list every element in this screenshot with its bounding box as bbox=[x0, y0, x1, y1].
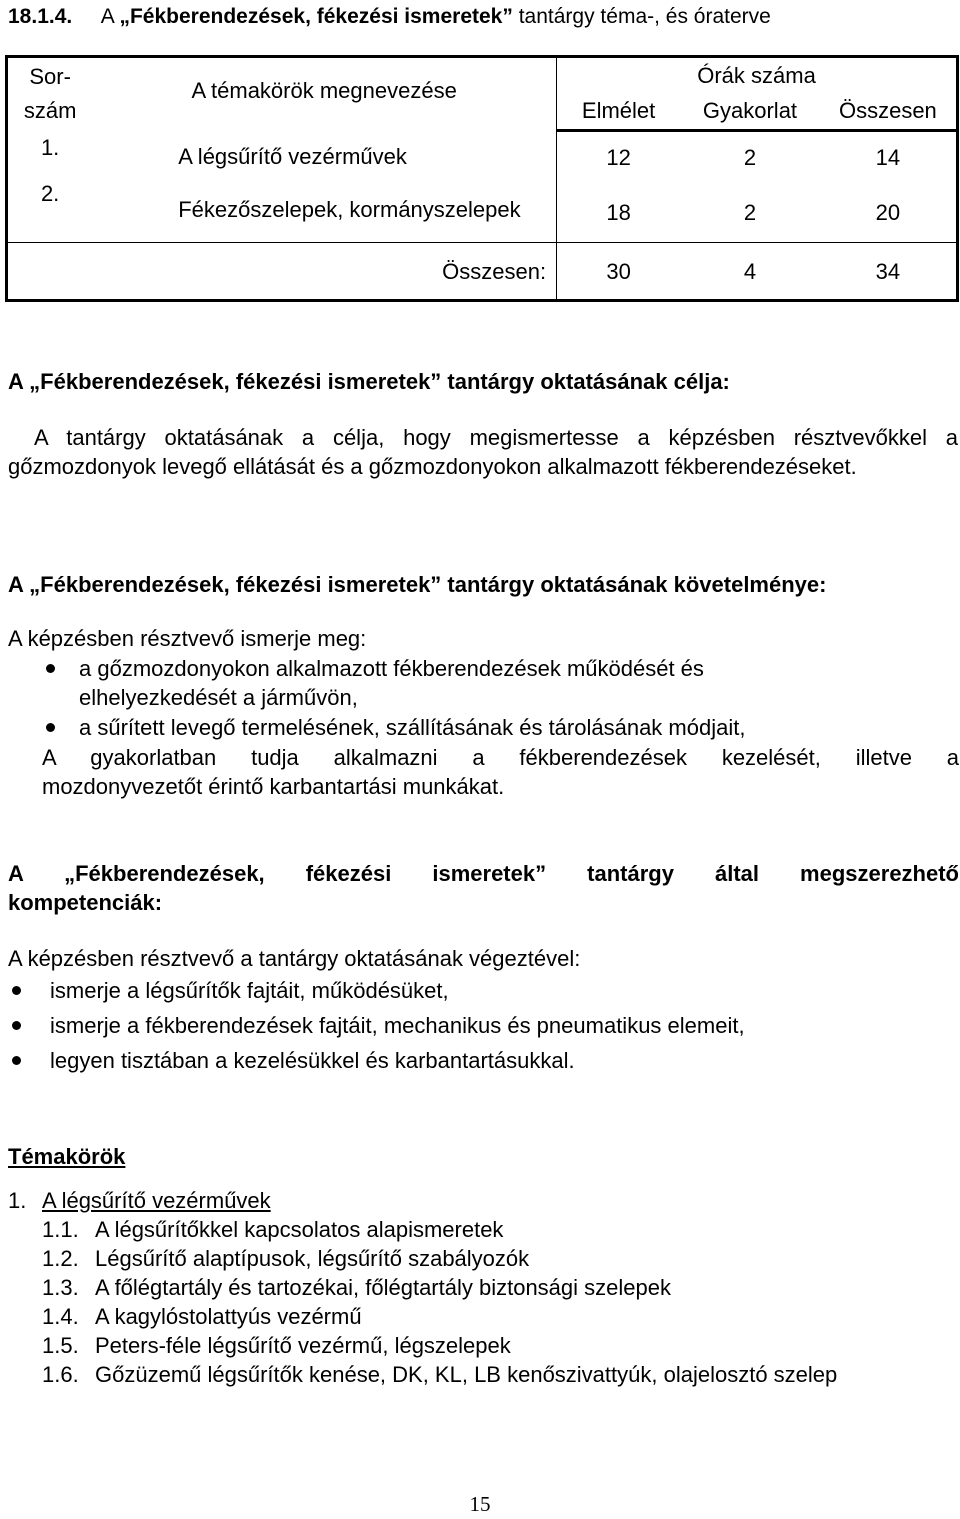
row-topic: Fékezőszelepek, kormányszelepek bbox=[178, 196, 521, 222]
row-practice: 2 bbox=[743, 144, 757, 170]
requirements-extra: A gyakorlatban tudja alkalmazni a fékberendezések kezelését, illetve a mozdonyvezetőt érintő karbantartási munkákat. bbox=[42, 745, 959, 799]
competency-item: ismerje a fékberendezések fajtáit, mechanikus és pneumatikus elemeit, bbox=[50, 1013, 745, 1038]
heading-subject: „Fékberendezések, fékezési ismeretek” bbox=[119, 5, 513, 28]
header-number: Sor- szám bbox=[7, 57, 93, 131]
topic-item-label: A légsűrítőkkel kapcsolatos alapismeretek bbox=[95, 1217, 504, 1242]
topic-main-number: 1. bbox=[8, 1188, 27, 1213]
competencies-intro: A képzésben résztvevő a tantárgy oktatásának végeztével: bbox=[8, 946, 581, 971]
competency-item: legyen tisztában a kezelésükkel és karbantartásukkal. bbox=[50, 1048, 575, 1073]
topic-item-number: 1.6. bbox=[42, 1362, 79, 1387]
row-theory: 18 bbox=[557, 183, 681, 243]
header-theory: Elmélet bbox=[557, 93, 681, 131]
competency-item: ismerje a légsűrítők fajtáit, működésüket, bbox=[50, 978, 449, 1003]
requirements-intro: A képzésben résztvevő ismerje meg: bbox=[8, 626, 367, 651]
row-topic: A légsűrítő vezérművek bbox=[178, 144, 407, 169]
topic-item-number: 1.4. bbox=[42, 1304, 79, 1329]
header-practice: Gyakorlat bbox=[680, 93, 820, 131]
requirements-title: A „Fékberendezések, fékezési ismeretek” tantárgy oktatásának követelménye: bbox=[8, 572, 827, 597]
topics-title: Témakörök bbox=[8, 1144, 126, 1169]
topic-item-number: 1.3. bbox=[42, 1275, 79, 1300]
table-row bbox=[7, 131, 958, 183]
topic-item-label: A kagylóstolattyús vezérmű bbox=[95, 1304, 362, 1329]
table-row bbox=[7, 183, 958, 243]
topic-item-label: Gőzüzemű légsűrítők kenése, DK, KL, LB kenőszivattyúk, olajelosztó szelep bbox=[95, 1362, 838, 1387]
row-theory: 12 bbox=[557, 131, 681, 183]
sum-total: 34 bbox=[820, 243, 958, 301]
requirement-item bbox=[79, 654, 704, 712]
bullet-dot bbox=[46, 664, 55, 673]
row-total: 14 bbox=[820, 131, 958, 183]
topic-item-label: Légsűrítő alaptípusok, légsűrítő szabályozók bbox=[95, 1246, 530, 1271]
bullet-dot bbox=[12, 1021, 21, 1030]
row-total: 20 bbox=[820, 183, 958, 243]
topic-item-number: 1.1. bbox=[42, 1217, 79, 1242]
requirement-item: a sűrített levegő termelésének, szállításának és tárolásának módjait, bbox=[79, 715, 746, 740]
row-practice: 2 bbox=[743, 199, 757, 225]
bullet-dot bbox=[46, 723, 55, 732]
heading-prefix: A bbox=[100, 5, 114, 28]
table-sum-row bbox=[7, 243, 958, 301]
topic-main-label: A légsűrítő vezérművek bbox=[42, 1188, 271, 1213]
sum-theory: 30 bbox=[557, 243, 681, 301]
bullet-dot bbox=[12, 986, 21, 995]
row-number: 1. bbox=[7, 131, 93, 183]
competencies-title: A „Fékberendezések, fékezési ismeretek” tantárgy által megszerezhető kompetenciák: bbox=[8, 861, 959, 915]
header-hours: Órák száma bbox=[557, 57, 958, 93]
page-number: 15 bbox=[469, 1492, 491, 1516]
bullet-dot bbox=[12, 1056, 21, 1065]
sum-label: Összesen: bbox=[92, 243, 556, 301]
goal-title: A „Fékberendezések, fékezési ismeretek” tantárgy oktatásának célja: bbox=[8, 369, 730, 394]
header-total: Összesen bbox=[820, 93, 958, 131]
sum-practice: 4 bbox=[680, 243, 820, 301]
topic-item-label: Peters-féle légsűrítő vezérmű, légszelepek bbox=[95, 1333, 511, 1358]
section-heading bbox=[8, 2, 771, 31]
header-topic: A témakörök megnevezése bbox=[92, 57, 556, 131]
requirement-item-line: a gőzmozdonyokon alkalmazott fékberendezések működését és bbox=[79, 656, 704, 681]
heading-suffix: tantárgy téma-, és óraterve bbox=[518, 5, 771, 28]
section-number: 18.1.4. bbox=[8, 5, 73, 28]
requirement-item-line: elhelyezkedését a járművön, bbox=[79, 685, 358, 710]
row-number: 2. bbox=[7, 183, 93, 243]
topic-item-number: 1.5. bbox=[42, 1333, 79, 1358]
topic-item-label: A főlégtartály és tartozékai, főlégtartály biztonsági szelepek bbox=[95, 1275, 671, 1300]
hours-table bbox=[5, 55, 959, 302]
topic-item-number: 1.2. bbox=[42, 1246, 79, 1271]
goal-text: A tantárgy oktatásának a célja, hogy megismertesse a képzésben résztvevőkkel a gőzmozdonyok levegő ellátását és a gőzmozdonyokon alkalmazott fékberendezéseket. bbox=[8, 425, 958, 479]
